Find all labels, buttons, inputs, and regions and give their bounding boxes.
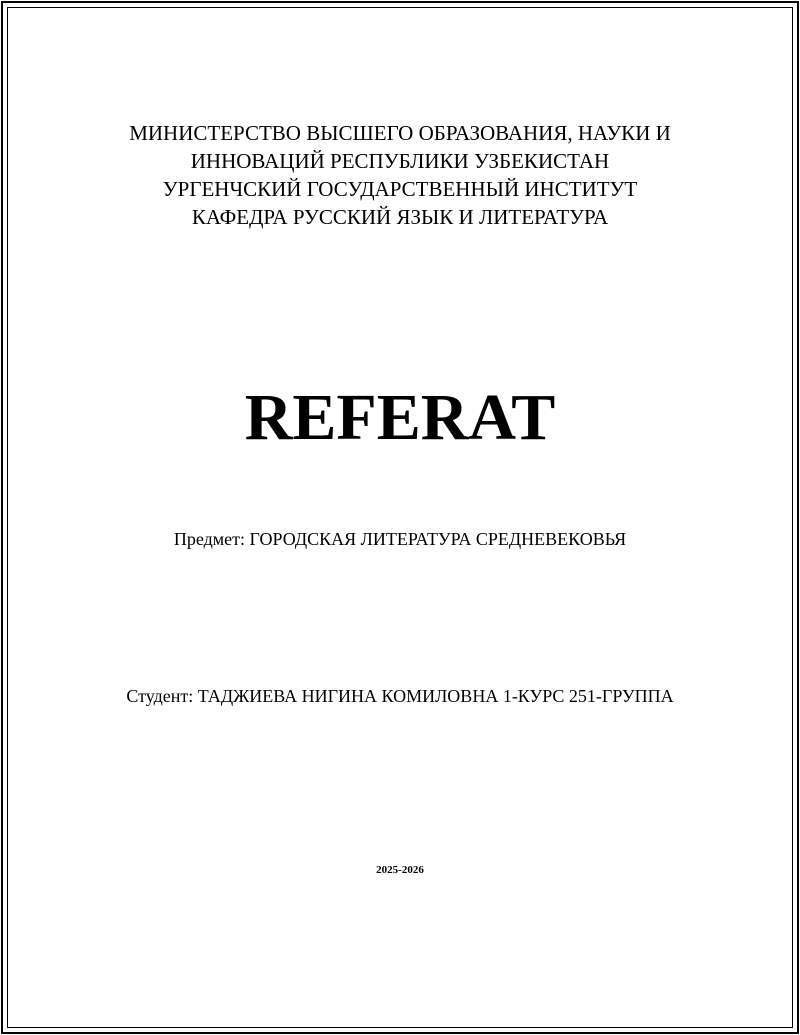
header-line-innovations: ИННОВАЦИЙ РЕСПУБЛИКИ УЗБЕКИСТАН — [190, 149, 610, 173]
document-title: REFERAT — [244, 381, 556, 454]
student-line: Студент: ТАДЖИЕВА НИГИНА КОМИЛОВНА 1-КУРС 251-ГРУППА — [126, 686, 674, 706]
academic-year: 2025-2026 — [376, 864, 424, 876]
header-line-institute: УРГЕНЧСКИЙ ГОСУДАРСТВЕННЫЙ ИНСТИТУТ — [162, 177, 638, 201]
header-line-ministry: МИНИСТЕРСТВО ВЫСШЕГО ОБРАЗОВАНИЯ, НАУКИ И — [129, 121, 671, 145]
header-line-department: КАФЕДРА РУССКИЙ ЯЗЫК И ЛИТЕРАТУРА — [191, 205, 609, 229]
institution-header — [0, 119, 800, 231]
subject-line: Предмет: ГОРОДСКАЯ ЛИТЕРАТУРА СРЕДНЕВЕКОВЬЯ — [173, 529, 627, 549]
